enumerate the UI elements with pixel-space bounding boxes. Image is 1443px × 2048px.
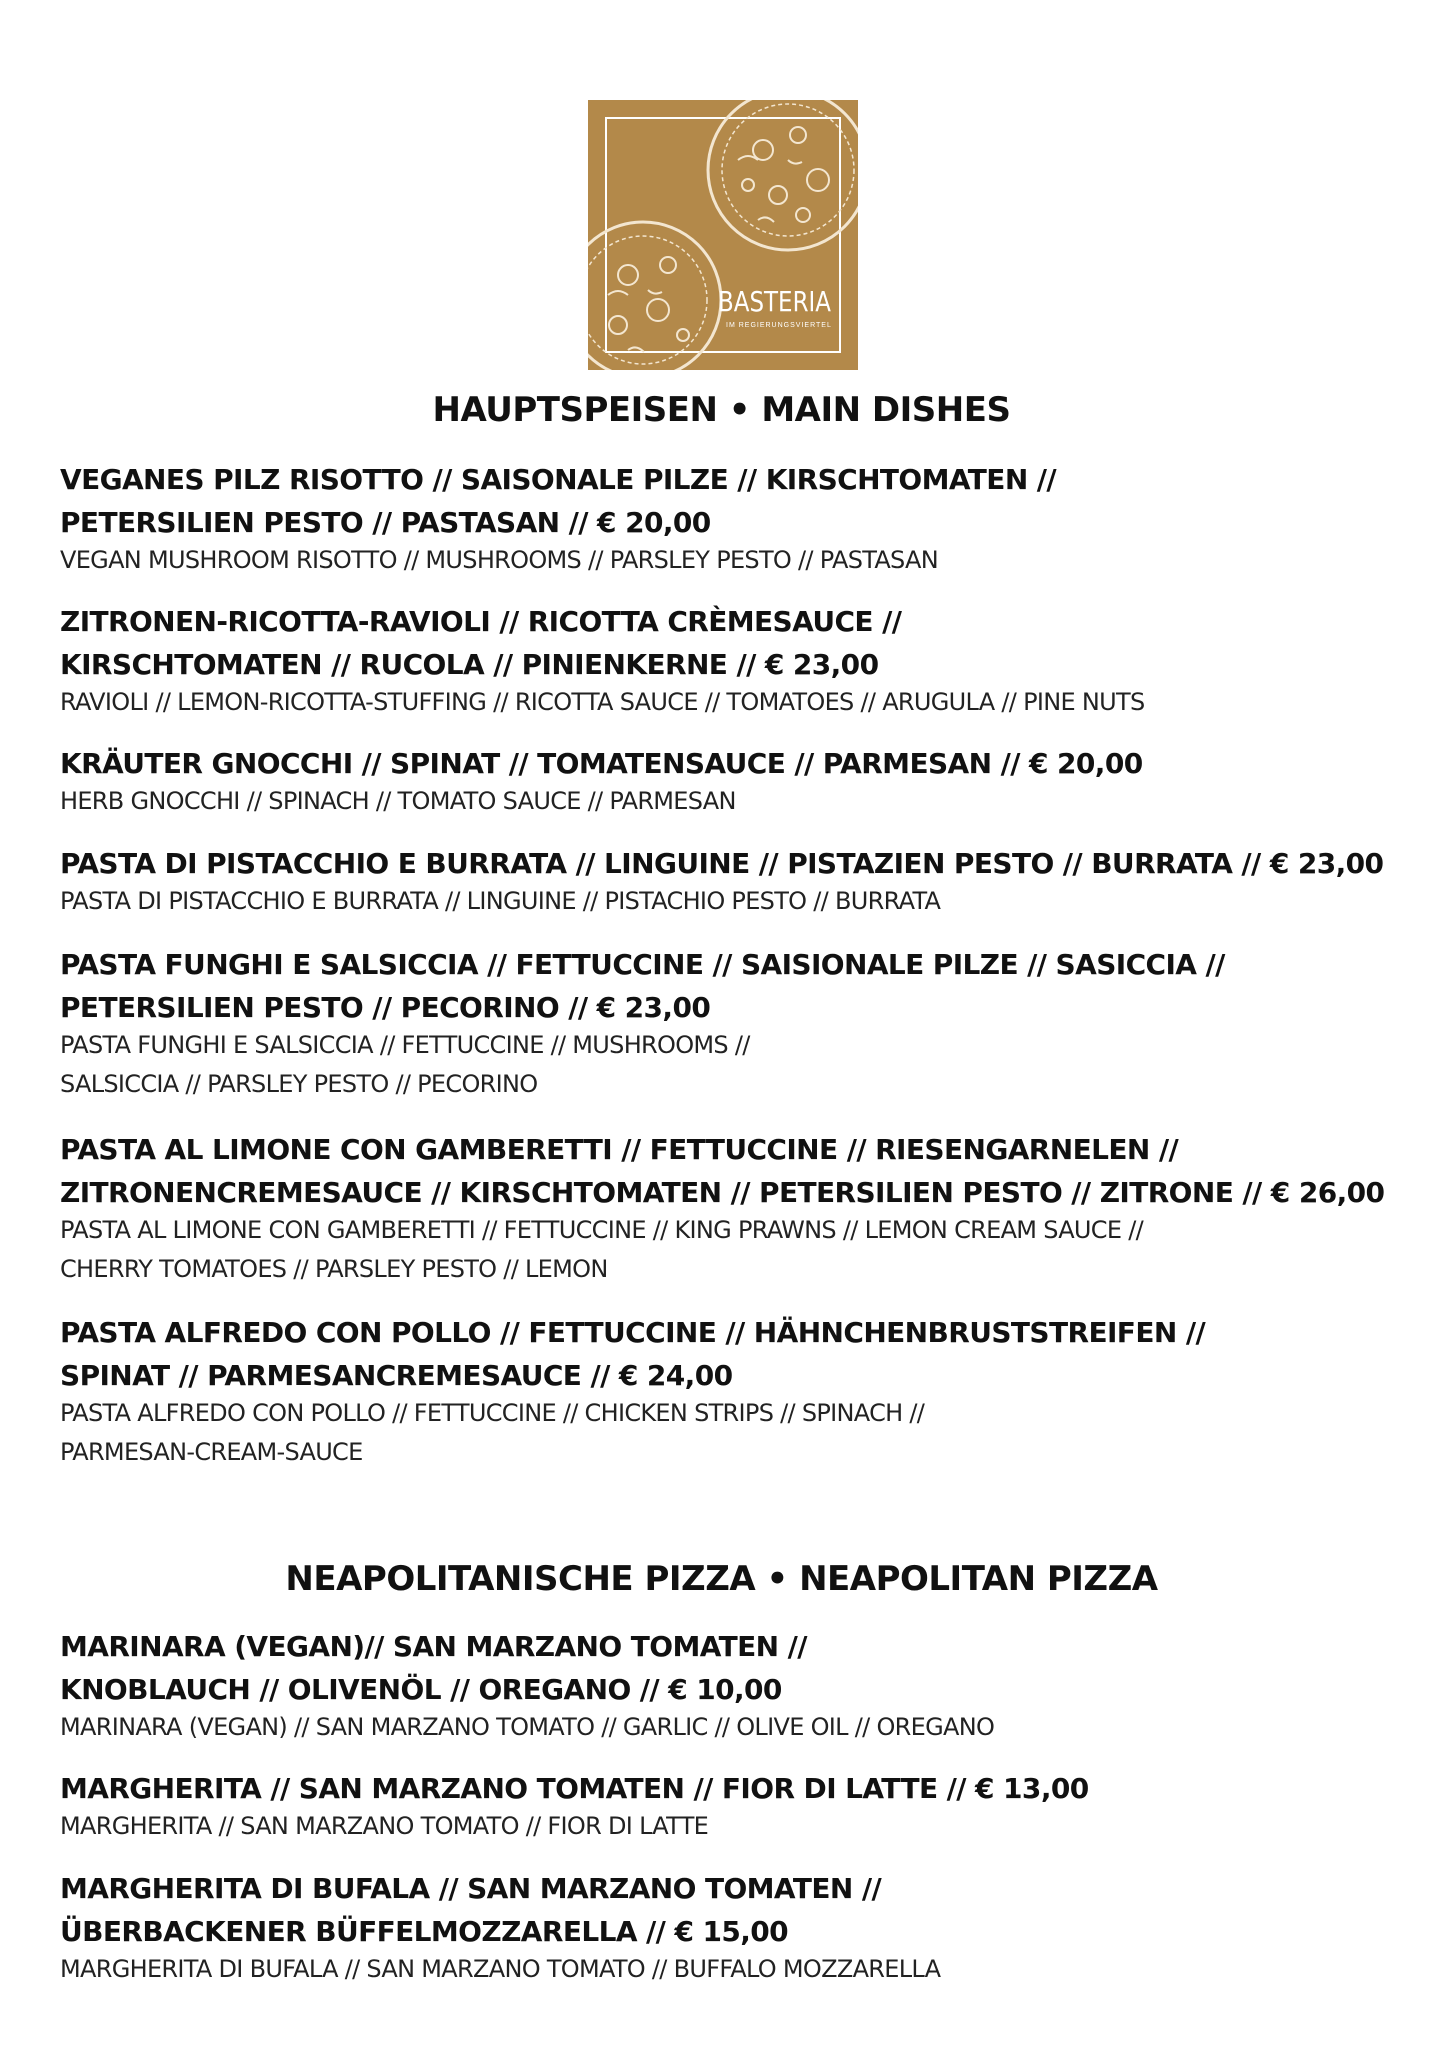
dish-name-english: MARINARA (VEGAN) // SAN MARZANO TOMATO // GARLIC // OLIVE OIL // OREGANO	[60, 1713, 995, 1741]
section-title-main-dishes: HAUPTSPEISEN • MAIN DISHES	[432, 390, 1011, 430]
dish-name-english: HERB GNOCCHI // SPINACH // TOMATO SAUCE // PARMESAN	[60, 787, 736, 815]
pizza-illustration-icon	[588, 100, 858, 370]
dish-name-german: KRÄUTER GNOCCHI // SPINAT // TOMATENSAUCE // PARMESAN // € 20,00	[60, 747, 1143, 780]
dish-name-english: PASTA FUNGHI E SALSICCIA // FETTUCCINE // MUSHROOMS // SALSICCIA // PARSLEY PESTO // PECORINO	[60, 1031, 750, 1098]
dish-name-german: PASTA DI PISTACCHIO E BURRATA // LINGUINE // PISTAZIEN PESTO // BURRATA // € 23,00	[60, 847, 1384, 880]
section-title-neapolitan-pizza: NEAPOLITANISCHE PIZZA • NEAPOLITAN PIZZA	[285, 1559, 1158, 1599]
menu-item	[60, 600, 1400, 722]
menu-item	[60, 1625, 1400, 1747]
dish-name-english: MARGHERITA // SAN MARZANO TOMATO // FIOR DI LATTE	[60, 1812, 709, 1840]
logo-subtitle: IM REGIERUNGSVIERTEL	[726, 322, 832, 329]
dish-name-english: PASTA ALFREDO CON POLLO // FETTUCCINE // CHICKEN STRIPS // SPINACH // PARMESAN-CREAM-SAUCE	[60, 1399, 925, 1466]
menu-item	[60, 458, 1400, 580]
restaurant-logo	[588, 100, 858, 370]
dish-name-german: MARGHERITA DI BUFALA // SAN MARZANO TOMATEN // ÜBERBACKENER BÜFFELMOZZARELLA // € 15,00	[60, 1872, 882, 1948]
menu-item	[60, 1867, 1400, 1989]
dish-name-german: VEGANES PILZ RISOTTO // SAISONALE PILZE // KIRSCHTOMATEN // PETERSILIEN PESTO // PASTASAN // € 20,00	[60, 463, 1057, 539]
dish-name-german: MARGHERITA // SAN MARZANO TOMATEN // FIOR DI LATTE // € 13,00	[60, 1772, 1089, 1805]
dish-name-english: RAVIOLI // LEMON-RICOTTA-STUFFING // RICOTTA SAUCE // TOMATOES // ARUGULA // PINE NUTS	[60, 688, 1145, 716]
menu-item	[60, 1311, 1400, 1472]
menu-item	[60, 943, 1400, 1104]
dish-name-german: PASTA AL LIMONE CON GAMBERETTI // FETTUCCINE // RIESENGARNELEN // ZITRONENCREMESAUCE // KIRSCHTOMATEN // PETERSILIEN PESTO // ZITRONE // € 26,00	[60, 1133, 1385, 1209]
menu-item	[60, 1767, 1400, 1846]
dish-name-german: PASTA ALFREDO CON POLLO // FETTUCCINE // HÄHNCHENBRUSTSTREIFEN // SPINAT // PARMESANCREMESAUCE // € 24,00	[60, 1316, 1206, 1392]
menu-item	[60, 842, 1400, 921]
dish-name-english: PASTA AL LIMONE CON GAMBERETTI // FETTUCCINE // KING PRAWNS // LEMON CREAM SAUCE // CHERRY TOMATOES // PARSLEY PESTO // LEMON	[60, 1216, 1144, 1283]
menu-item	[60, 1128, 1400, 1289]
dish-name-german: ZITRONEN-RICOTTA-RAVIOLI // RICOTTA CRÈMESAUCE // KIRSCHTOMATEN // RUCOLA // PINIENKERNE // € 23,00	[60, 605, 902, 681]
dish-name-german: MARINARA (VEGAN)// SAN MARZANO TOMATEN // KNOBLAUCH // OLIVENÖL // OREGANO // € 10,00	[60, 1630, 807, 1706]
menu-item	[60, 742, 1400, 821]
dish-name-english: MARGHERITA DI BUFALA // SAN MARZANO TOMATO // BUFFALO MOZZARELLA	[60, 1955, 941, 1983]
dish-name-english: PASTA DI PISTACCHIO E BURRATA // LINGUINE // PISTACHIO PESTO // BURRATA	[60, 887, 941, 915]
logo-name: BASTERIA	[718, 285, 832, 318]
dish-name-german: PASTA FUNGHI E SALSICCIA // FETTUCCINE // SAISIONALE PILZE // SASICCIA // PETERSILIEN PESTO // PECORINO // € 23,00	[60, 948, 1225, 1024]
dish-name-english: VEGAN MUSHROOM RISOTTO // MUSHROOMS // PARSLEY PESTO // PASTASAN	[60, 546, 939, 574]
